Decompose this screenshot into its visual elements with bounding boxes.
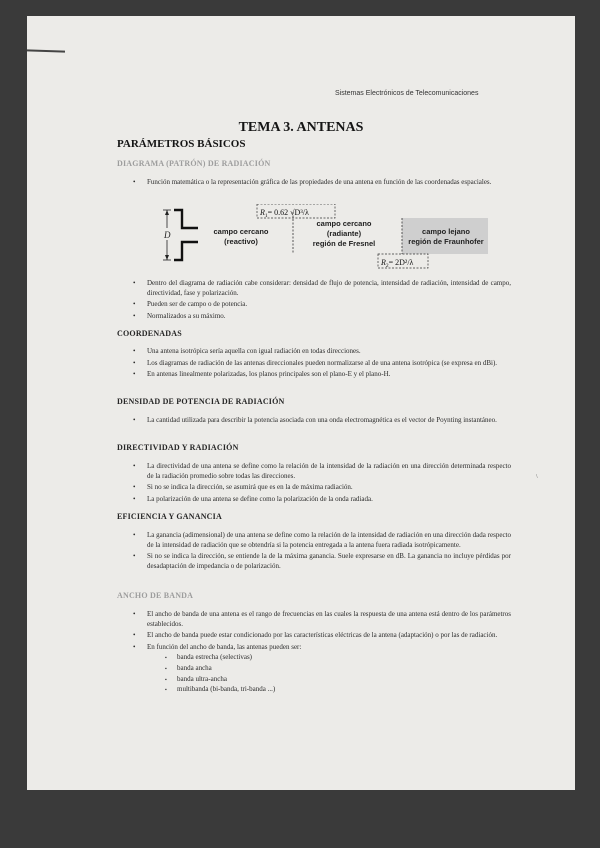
list-item: • La cantidad utilizada para describir la potencia asociada con una onda electromagnética es el vector de Poynting instantáneo.: [133, 416, 511, 426]
sub-list-item: ▪ banda ancha: [165, 664, 511, 674]
list-item: • La ganancia (adimensional) de una antena se define como la relación de la intensidad de radiación en una dirección dada respecto de la intensidad de radiación que se obtendría si la potencia entregada a la antena fuera radiada isotrópicamente.: [133, 531, 511, 550]
list-ancho-banda: [133, 610, 511, 697]
list-item: • La polarización de una antena se define como la polarización de la onda radiada.: [133, 495, 511, 505]
heading-coordenadas: COORDENADAS: [117, 329, 182, 338]
sub-list-item: ▪ banda ultra-ancha: [165, 675, 511, 685]
stray-mark: \: [536, 474, 538, 480]
pen-mark: [27, 49, 65, 52]
antenna-lower-plate: [174, 242, 198, 260]
list-coordenadas: [133, 347, 511, 382]
list-diagrama-intro: [133, 178, 511, 190]
section-subtitle: PARÁMETROS BÁSICOS: [117, 138, 246, 150]
heading-densidad: DENSIDAD DE POTENCIA DE RADIACIÓN: [117, 397, 285, 406]
list-item: • La directividad de una antena se define como la relación de la intensidad de la radiación en una dirección determinada respecto de la radiación promedio sobre todas las direcciones.: [133, 462, 511, 481]
field-regions-diagram: [158, 204, 488, 276]
list-item-text: En función del ancho de banda, las antenas pueden ser:: [147, 642, 302, 651]
far-label-1: campo lejano: [422, 227, 470, 236]
list-item: • El ancho de banda de una antena es el rango de frecuencias en las cuales la respuesta de una antena está dentro de los parámetros establecidos.: [133, 610, 511, 629]
list-item: • Una antena isotrópica sería aquella con igual radiación en todas direcciones.: [133, 347, 511, 357]
d-arrow-down-icon: [165, 255, 169, 260]
list-item: • Normalizados a su máximo.: [133, 312, 511, 322]
list-item: • Función matemática o la representación gráfica de las propiedades de una antena en función de las coordenadas espaciales.: [133, 178, 511, 188]
list-item: • Pueden ser de campo o de potencia.: [133, 300, 511, 310]
d-arrow-up-icon: [165, 210, 169, 215]
antenna-upper-plate: [174, 210, 198, 228]
d-label: D: [164, 230, 171, 240]
far-field-region: [402, 218, 488, 254]
list-eficiencia: [133, 531, 511, 573]
list-item: • Si no se indica la dirección, se entiende la de la máxima ganancia. Suele expresarse en dB. La ganancia no incluye pérdidas por desadaptación de impedancia o de polarización.: [133, 552, 511, 571]
list-directividad: [133, 462, 511, 506]
list-item: • Si no se indica la dirección, se asumirá que es en la de máxima radiación.: [133, 483, 511, 493]
heading-diagrama: DIAGRAMA (PATRÓN) DE RADIACIÓN: [117, 159, 271, 168]
near-reactive-label-2: (reactivo): [224, 237, 258, 246]
near-radiant-label-3: región de Fresnel: [312, 239, 376, 248]
list-item: • En antenas linealmente polarizadas, los planos principales son el plano-E y el plano-H.: [133, 370, 511, 380]
list-item: • El ancho de banda puede estar condicionado por las características eléctricas de la antena (adaptación) o por las de radiación.: [133, 631, 511, 641]
list-item: [133, 643, 511, 695]
sub-list-antenna-types: [165, 653, 511, 694]
document-page: [27, 16, 575, 790]
heading-ancho-banda: ANCHO DE BANDA: [117, 591, 194, 600]
far-label-2: región de Fraunhofer: [408, 237, 484, 246]
near-radiant-label-1: campo cercano: [316, 219, 372, 228]
list-item: • Dentro del diagrama de radiación cabe considerar: densidad de flujo de potencia, intensidad de radiación, intensidad de campo, directividad, fase y polarización.: [133, 279, 511, 298]
list-diagrama: [133, 279, 511, 323]
list-item: • Los diagramas de radiación de las antenas direccionales pueden normalizarse al de una antena isotrópica (se expresa en dBi).: [133, 359, 511, 369]
sub-list-item: ▪ banda estrecha (selectivas): [165, 653, 511, 663]
near-radiant-label-2: (radiante): [326, 229, 362, 238]
heading-eficiencia: EFICIENCIA Y GANANCIA: [117, 512, 222, 521]
sub-list-item: ▪ multibanda (bi-banda, tri-banda ...): [165, 685, 511, 695]
r1-formula: $R_1= 0.62$ √D³/λ: [260, 208, 309, 219]
running-head: Sistemas Electrónicos de Telecomunicaciones: [335, 90, 479, 97]
heading-directividad: DIRECTIVIDAD Y RADIACIÓN: [117, 443, 239, 452]
r2-formula: $R_2= 2D^2/\lambda$: [381, 258, 414, 269]
page-title: TEMA 3. ANTENAS: [238, 120, 364, 135]
list-densidad: [133, 416, 511, 428]
near-reactive-label-1: campo cercano: [213, 227, 269, 236]
